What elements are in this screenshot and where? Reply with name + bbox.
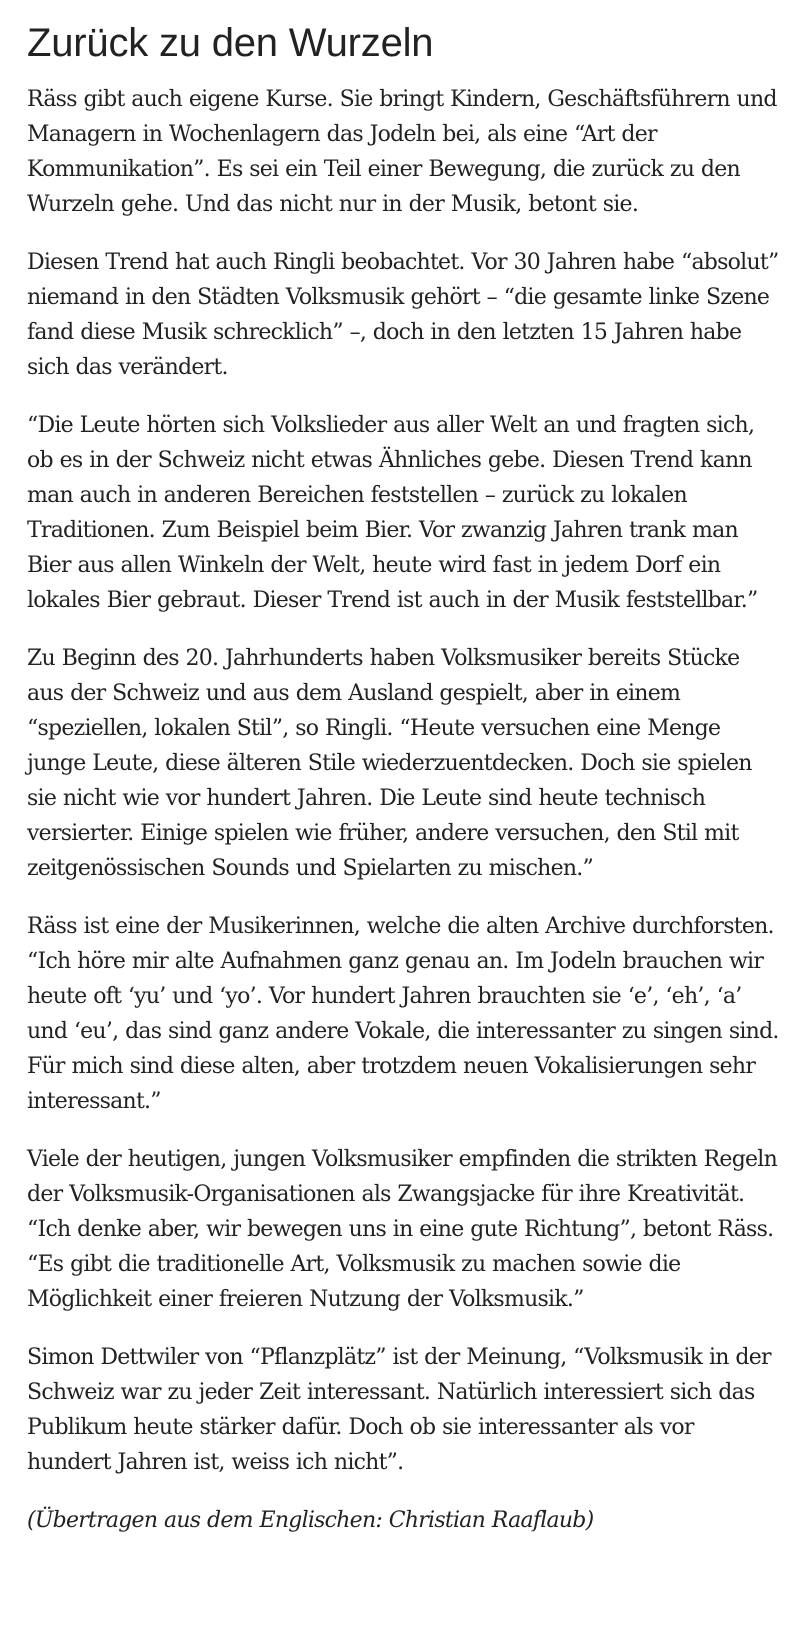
translation-credit: (Übertragen aus dem Englischen: Christian Raaflaub) [27, 1508, 594, 1533]
paragraph-junge-volksmusiker: Viele der heutigen, jungen Volksmusiker empfinden die strikten Regeln der Volksmusik-Organisationen als Zwangsjacke für ihre Kreativität. “Ich denke aber, wir bewegen uns in eine gute Richtung”, betont Räss. “Es gibt die traditionelle Art, Volksmusik zu machen sowie die Möglichkeit einer freieren Nutzung der Volksmusik.” [27, 1147, 778, 1312]
article-section [27, 0, 782, 1538]
paragraph-archive: Räss ist eine der Musikerinnen, welche die alten Archive durchforsten. “Ich höre mir alte Aufnahmen ganz genau an. Im Jodeln brauchen wir heute oft ‘yu’ und ‘yo’. Vor hundert Jahren brauchten sie ‘e’, ‘eh’, ‘a’ und ‘eu’, das sind ganz andere Vokale, die interessanter zu singen sind. Für mich sind diese alten, aber trotzdem neuen Vokalisierungen sehr interessant.” [27, 914, 779, 1114]
paragraph-20-jahrhundert: Zu Beginn des 20. Jahrhunderts haben Volksmusiker bereits Stücke aus der Schweiz und aus dem Ausland gespielt, aber in einem “speziellen, lokalen Stil”, so Ringli. “Heute versuchen eine Menge junge Leute, diese älteren Stile wiederzuentdecken. Doch sie spielen sie nicht wie vor hundert Jahren. Die Leute sind heute technisch versierter. Einige spielen wie früher, andere versuchen, den Stil mit zeitgenössischen Sounds und Spielarten zu mischen.” [27, 646, 752, 881]
paragraph-trend-ringli: Diesen Trend hat auch Ringli beobachtet. Vor 30 Jahren habe “absolut” niemand in den Städten Volksmusik gehört – “die gesamte linke Szene fand diese Musik schrecklich” –, doch in den letzten 15 Jahren habe sich das verändert. [27, 250, 779, 380]
paragraph-dettwiler-quote: Simon Dettwiler von “Pflanzplätz” ist der Meinung, “Volksmusik in der Schweiz war zu jeder Zeit interessant. Natürlich interessiert sich das Publikum heute stärker dafür. Doch ob sie interessanter als vor hundert Jahren ist, weiss ich nicht”. [27, 1345, 771, 1475]
paragraph-kurse: Räss gibt auch eigene Kurse. Sie bringt Kindern, Geschäftsführern und Managern in Wochenlagern das Jodeln bei, als eine “Art der Kommunikation”. Es sei ein Teil einer Bewegung, die zurück zu den Wurzeln gehe. Und das nicht nur in der Musik, betont sie. [27, 87, 777, 217]
paragraph-volkslieder-quote: “Die Leute hörten sich Volkslieder aus aller Welt an und fragten sich, ob es in der Schweiz nicht etwas Ähnliches gebe. Diesen Trend kann man auch in anderen Bereichen feststellen – zurück zu lokalen Traditionen. Zum Beispiel beim Bier. Vor zwanzig Jahren trank man Bier aus allen Winkeln der Welt, heute wird fast in jedem Dorf ein lokales Bier gebraut. Dieser Trend ist auch in der Musik feststellbar.” [27, 413, 758, 613]
section-heading: Zurück zu den Wurzeln [27, 21, 434, 65]
